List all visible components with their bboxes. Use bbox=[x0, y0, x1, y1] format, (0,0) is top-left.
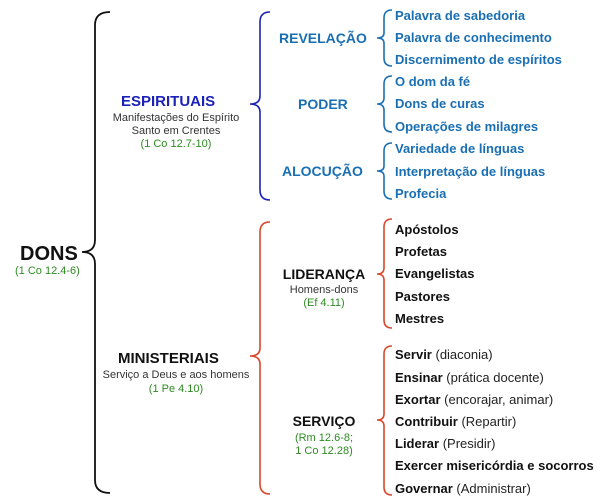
espirituais-title: ESPIRITUAIS bbox=[121, 93, 216, 110]
lideranca-ref: (Ef 4.11) bbox=[303, 297, 345, 309]
ministeriais-ref: (1 Pe 4.10) bbox=[148, 383, 204, 395]
item-mestres: Mestres bbox=[395, 311, 445, 326]
item-palavra-conhecimento: Palavra de conhecimento bbox=[395, 30, 552, 45]
espirituais-brace bbox=[250, 12, 270, 200]
item-interpretacao-linguas: Interpretação de línguas bbox=[395, 164, 546, 179]
group-alocucao: ALOCUÇÃO bbox=[282, 163, 363, 179]
lideranca-subtitle: Homens-dons bbox=[289, 284, 359, 296]
item-liderar: Liderar (Presidir) bbox=[395, 436, 496, 451]
group-servico: SERVIÇO bbox=[292, 413, 356, 429]
group-poder: PODER bbox=[298, 96, 348, 112]
item-palavra-sabedoria: Palavra de sabedoria bbox=[395, 8, 526, 23]
lideranca-brace bbox=[377, 219, 392, 328]
item-ensinar: Ensinar (prática docente) bbox=[395, 370, 544, 385]
item-discernimento: Discernimento de espíritos bbox=[395, 52, 562, 67]
item-milagres: Operações de milagres bbox=[395, 119, 539, 134]
item-contribuir: Contribuir (Repartir) bbox=[395, 414, 517, 429]
item-misericordia: Exercer misericórdia e socorros bbox=[395, 458, 594, 473]
group-lideranca: LIDERANÇA bbox=[282, 266, 366, 282]
item-variedade-linguas: Variedade de línguas bbox=[395, 141, 525, 156]
servico-brace bbox=[377, 346, 392, 495]
servico-ref-1: (Rm 12.6-8; bbox=[294, 432, 354, 444]
poder-brace bbox=[377, 76, 392, 132]
item-pastores: Pastores bbox=[395, 289, 450, 304]
item-profecia: Profecia bbox=[395, 186, 447, 201]
revelacao-brace bbox=[377, 10, 392, 66]
main-brace bbox=[82, 12, 110, 493]
servico-ref-2: 1 Co 12.28) bbox=[295, 445, 353, 457]
alocucao-brace bbox=[377, 143, 392, 199]
item-apostolos: Apóstolos bbox=[395, 222, 459, 237]
item-profetas: Profetas bbox=[395, 244, 448, 259]
ministeriais-title: MINISTERIAIS bbox=[118, 350, 219, 367]
ministeriais-brace bbox=[250, 222, 270, 494]
root-title: DONS bbox=[20, 243, 78, 265]
item-exortar: Exortar (encorajar, animar) bbox=[395, 392, 554, 407]
item-dons-curas: Dons de curas bbox=[395, 96, 485, 111]
item-dom-fe: O dom da fé bbox=[395, 74, 471, 89]
item-servir: Servir (diaconia) bbox=[395, 347, 493, 362]
espirituais-subtitle-1: Manifestações do Espírito bbox=[112, 112, 240, 124]
root-ref: (1 Co 12.4-6) bbox=[15, 265, 80, 277]
espirituais-subtitle-2: Santo em Crentes bbox=[131, 125, 221, 137]
item-evangelistas: Evangelistas bbox=[395, 266, 475, 281]
item-governar: Governar (Administrar) bbox=[395, 481, 531, 496]
espirituais-ref: (1 Co 12.7-10) bbox=[140, 138, 212, 150]
group-revelacao: REVELAÇÃO bbox=[279, 30, 367, 46]
ministeriais-subtitle: Serviço a Deus e aos homens bbox=[102, 369, 250, 381]
